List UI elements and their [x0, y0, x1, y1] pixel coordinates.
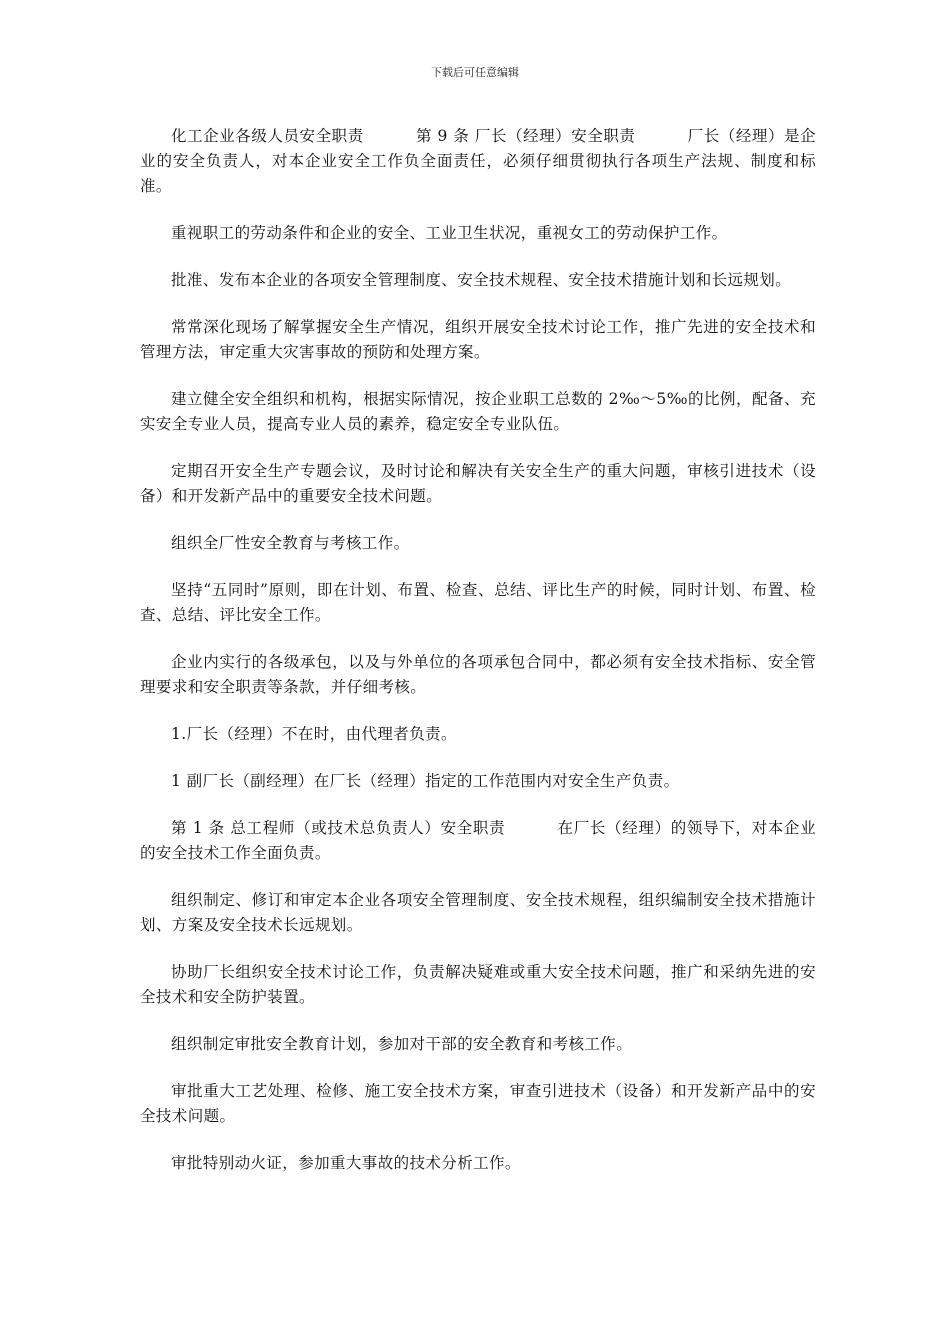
paragraph: 批准、发布本企业的各项安全管理制度、安全技术规程、安全技术措施计划和长远规划。	[171, 271, 792, 289]
article-heading: 第 1 条 总工程师（或技术总负责人）安全职责	[171, 819, 506, 837]
header-text: 下载后可任意编辑	[431, 66, 519, 79]
paragraph-text: 在厂长（经理）的领导下，对本企业的安全技术工作全面负责。	[140, 819, 816, 862]
document-body	[140, 124, 816, 1198]
paragraph-article-1	[140, 816, 816, 866]
paragraph: 1.厂长（经理）不在时，由代理者负责。	[171, 725, 457, 743]
paragraph: 企业内实行的各级承包，以及与外单位的各项承包合同中，都必须有安全技术指标、安全管理要求和安全职责等条款，并仔细考核。	[140, 653, 816, 696]
paragraph: 重视职工的劳动条件和企业的安全、工业卫生状况，重视女工的劳动保护工作。	[171, 224, 728, 242]
paragraph: 定期召开安全生产专题会议，及时讨论和解决有关安全生产的重大问题，审核引进技术（设备）和开发新产品中的重要安全技术问题。	[140, 462, 816, 505]
paragraph: 组织制定审批安全教育计划，参加对干部的安全教育和考核工作。	[171, 1035, 633, 1053]
paragraph: 审批重大工艺处理、检修、施工安全技术方案，审查引进技术（设备）和开发新产品中的安全技术问题。	[140, 1082, 816, 1125]
paragraph-intro	[140, 124, 816, 199]
page-header	[0, 66, 950, 80]
paragraph: 协助厂长组织安全技术讨论工作，负责解决疑难或重大安全技术问题，推广和采纳先进的安全技术和安全防护装置。	[140, 963, 816, 1006]
document-title: 化工企业各级人员安全职责	[171, 127, 364, 145]
paragraph: 坚持“五同时”原则，即在计划、布置、检查、总结、评比生产的时候，同时计划、布置、检查、总结、评比安全工作。	[140, 581, 816, 624]
paragraph: 建立健全安全组织和机构，根据实际情况，按企业职工总数的 2‰～5‰的比例，配备、充实安全专业人员，提高专业人员的素养，稳定安全专业队伍。	[140, 390, 816, 433]
paragraph: 组织制定、修订和审定本企业各项安全管理制度、安全技术规程，组织编制安全技术措施计划、方案及安全技术长远规划。	[140, 891, 816, 934]
paragraph-text: 厂长（经理）是企业的安全负责人，对本企业安全工作负全面责任，必须仔细贯彻执行各项生产法规、制度和标准。	[140, 127, 816, 195]
paragraph: 常常深化现场了解掌握安全生产情况，组织开展安全技术讨论工作，推广先进的安全技术和管理方法，审定重大灾害事故的预防和处理方案。	[140, 318, 816, 361]
article-heading: 第 9 条 厂长（经理）安全职责	[415, 127, 636, 145]
paragraph: 1 副厂长（副经理）在厂长（经理）指定的工作范围内对安全生产负责。	[171, 772, 680, 790]
paragraph: 审批特别动火证，参加重大事故的技术分析工作。	[171, 1154, 521, 1172]
paragraph: 组织全厂性安全教育与考核工作。	[171, 534, 410, 552]
